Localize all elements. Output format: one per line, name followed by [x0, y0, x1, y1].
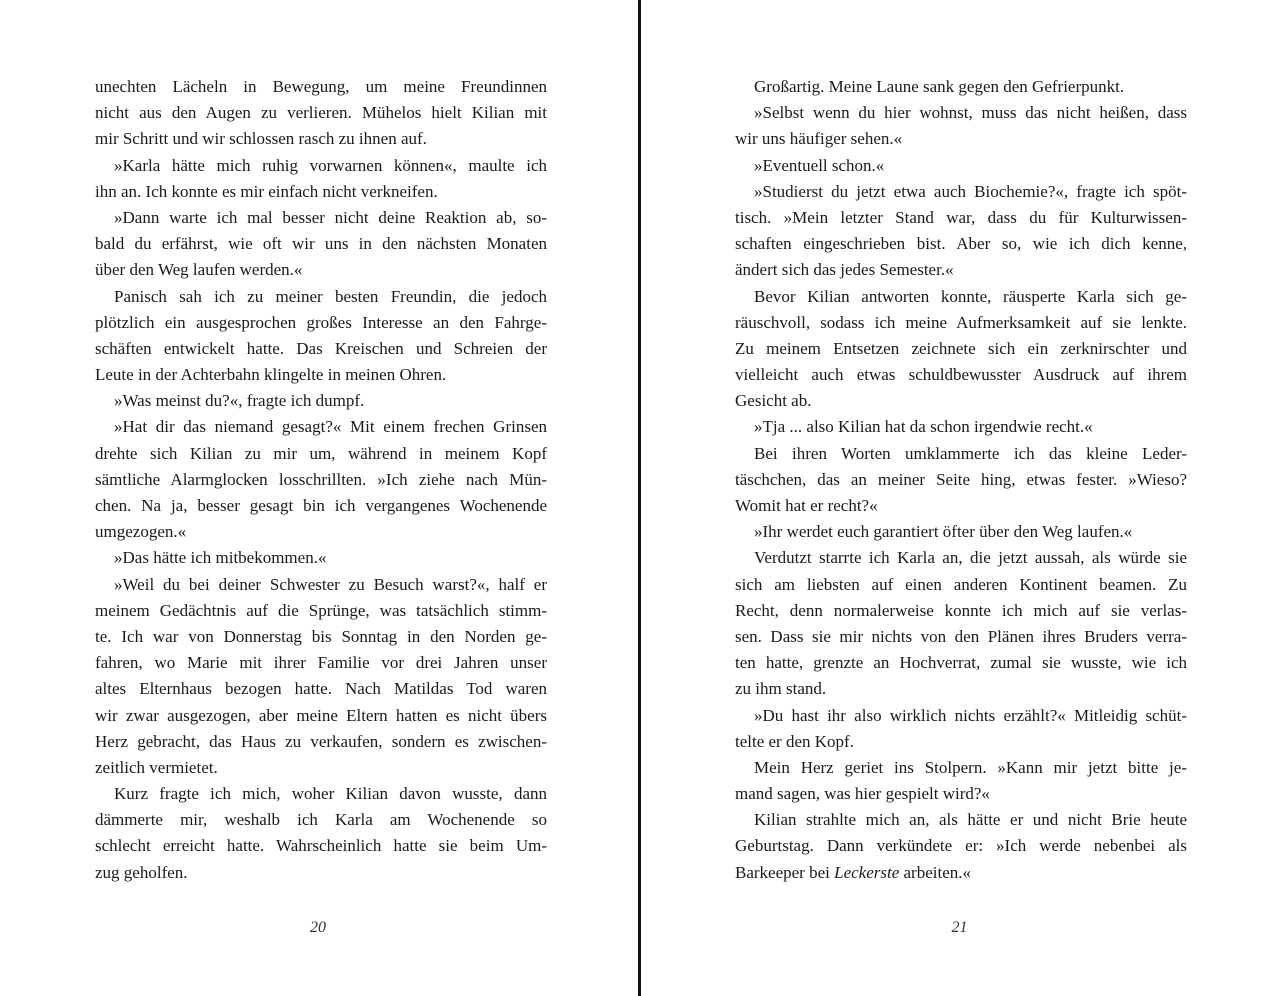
text-line: »Dann warte ich mal besser nicht deine Reaktion ab, so-	[114, 207, 547, 227]
text-line: ändert sich das jedes Semester.«	[735, 260, 954, 280]
text-line: chen. Na ja, besser gesagt bin ich vergangenes Wochenende	[95, 496, 547, 515]
text-line: Geburtstag. Dann verkündete er: »Ich werde nebenbei als	[735, 836, 1187, 856]
page-number: 20	[310, 919, 326, 936]
text-line: plötzlich ein ausgesprochen großes Interesse an den Fahrge-	[95, 312, 547, 332]
text-line: dämmerte mir, weshalb ich Karla am Wochenende so	[95, 810, 547, 830]
text-line: »Du hast ihr also wirklich nichts erzählt?« Mitleidig schüt-	[754, 705, 1187, 725]
text-line: »Studierst du jetzt etwa auch Biochemie?«, fragte ich spöt-	[754, 181, 1187, 201]
text-line: ten hatte, grenzte an Hochverrat, zumal sie wusste, wie ich	[735, 653, 1187, 673]
text-line: »Weil du bei deiner Schwester zu Besuch warst?«, half er	[114, 574, 547, 594]
text-line: schlecht erreicht hatte. Wahrscheinlich hatte sie beim Um-	[95, 836, 547, 856]
text-line: nicht aus den Augen zu verlieren. Mühelos hielt Kilian mit	[95, 103, 547, 123]
text-line: mir Schritt und wir schlossen rasch zu ihnen auf.	[95, 129, 427, 149]
text-line: »Eventuell schon.«	[754, 155, 885, 175]
right-page	[641, 0, 1280, 996]
text-line: Leute in der Achterbahn klingelte in meinen Ohren.	[95, 365, 447, 385]
text-line: unechten Lächeln in Bewegung, um meine Freundinnen	[95, 77, 547, 96]
text-line: Gesicht ab.	[735, 391, 812, 411]
text-line: zeitlich vermietet.	[95, 757, 218, 777]
text-line: schaften eingeschrieben bist. Aber so, wie ich dich kenne,	[735, 234, 1187, 254]
text-line: »Ihr werdet euch garantiert öfter über den Weg laufen.«	[754, 522, 1133, 542]
text-line: über den Weg laufen werden.«	[95, 260, 303, 280]
text-line: »Karla hätte mich ruhig vorwarnen können«, maulte ich	[114, 155, 547, 175]
text-line: sich am liebsten auf einen anderen Kontinent beamen. Zu	[735, 574, 1187, 594]
text-line: »Tja ... also Kilian hat da schon irgendwie recht.«	[754, 417, 1093, 437]
text-line: Bei ihren Worten umklammerte ich das kleine Leder-	[754, 443, 1187, 463]
text-line: te. Ich war von Donnerstag bis Sonntag in den Norden ge-	[95, 626, 547, 646]
text-line: sen. Dass sie mir nichts von den Plänen ihres Bruders verra-	[735, 626, 1187, 646]
left-page	[0, 0, 638, 996]
left-page-text	[95, 74, 547, 886]
text-line: tisch. »Mein letzter Stand war, dass du für Kulturwissen-	[735, 207, 1187, 227]
text-line-segment: Barkeeper bei	[735, 862, 835, 882]
text-line: Mein Herz geriet ins Stolpern. »Kann mir jetzt bitte je-	[754, 757, 1187, 777]
text-line: Zu meinem Entsetzen zeichnete sich ein zerknirschter und	[735, 338, 1187, 358]
text-line: Womit hat er recht?«	[735, 496, 878, 515]
text-line: altes Elternhaus bezogen hatte. Nach Matildas Tod waren	[95, 679, 547, 699]
text-line: zug geholfen.	[95, 862, 188, 882]
text-line: räuschvoll, sodass ich meine Aufmerksamkeit auf sie lenkte.	[735, 312, 1187, 332]
text-line: wir zwar ausgezogen, aber meine Eltern hatten es nicht übers	[95, 705, 547, 725]
text-line: täschchen, das an meiner Seite hing, etwas fester. »Wieso?	[735, 469, 1187, 489]
text-line: telte er den Kopf.	[735, 731, 854, 751]
text-line-segment: arbeiten.«	[899, 862, 972, 882]
text-line: »Selbst wenn du hier wohnst, muss das nicht heißen, dass	[754, 103, 1187, 123]
text-line: umgezogen.«	[95, 522, 187, 542]
text-line: Verdutzt starrte ich Karla an, die jetzt aussah, als würde sie	[754, 548, 1187, 568]
text-line: fahren, wo Marie mit ihrer Familie vor drei Jahren unser	[95, 653, 547, 673]
italic-bar-name: Leckerste	[834, 862, 900, 882]
text-line: wir uns häufiger sehen.«	[735, 129, 903, 149]
text-line: Herz gebracht, das Haus zu verkaufen, sondern es zwischen-	[95, 731, 547, 751]
right-page-text	[735, 74, 1187, 886]
text-line: zu ihm stand.	[735, 679, 827, 699]
text-line: schäften entwickelt hatte. Das Kreischen und Schreien der	[95, 338, 547, 358]
text-line: sämtliche Alarmglocken losschrillten. »Ich ziehe nach Mün-	[95, 469, 547, 489]
text-line: vielleicht auch etwas schuldbewusster Ausdruck auf ihrem	[735, 365, 1187, 385]
text-line: »Hat dir das niemand gesagt?« Mit einem frechen Grinsen	[114, 417, 547, 437]
text-line: »Was meinst du?«, fragte ich dumpf.	[114, 391, 365, 411]
text-line	[735, 860, 1187, 886]
text-line: drehte sich Kilian zu mir um, während in meinem Kopf	[95, 443, 547, 463]
text-line: bald du erfährst, wie oft wir uns in den nächsten Monaten	[95, 234, 547, 254]
text-line: Kilian strahlte mich an, als hätte er und nicht Brie heute	[754, 810, 1187, 830]
text-line: ihn an. Ich konnte es mir einfach nicht verkneifen.	[95, 181, 438, 201]
page-number: 21	[951, 919, 968, 936]
text-line: Kurz fragte ich mich, woher Kilian davon wusste, dann	[114, 784, 547, 804]
text-line: meinem Gedächtnis auf die Sprünge, was tatsächlich stimm-	[95, 600, 547, 620]
text-line: Recht, denn normalerweise konnte ich mich auf sie verlas-	[735, 600, 1187, 620]
text-line: mand sagen, was hier gespielt wird?«	[735, 784, 990, 804]
text-line: »Das hätte ich mitbekommen.«	[114, 548, 327, 568]
text-line: Großartig. Meine Laune sank gegen den Gefrierpunkt.	[754, 77, 1125, 96]
text-line: Panisch sah ich zu meiner besten Freundin, die jedoch	[114, 286, 547, 306]
text-line: Bevor Kilian antworten konnte, räusperte Karla sich ge-	[754, 286, 1187, 306]
